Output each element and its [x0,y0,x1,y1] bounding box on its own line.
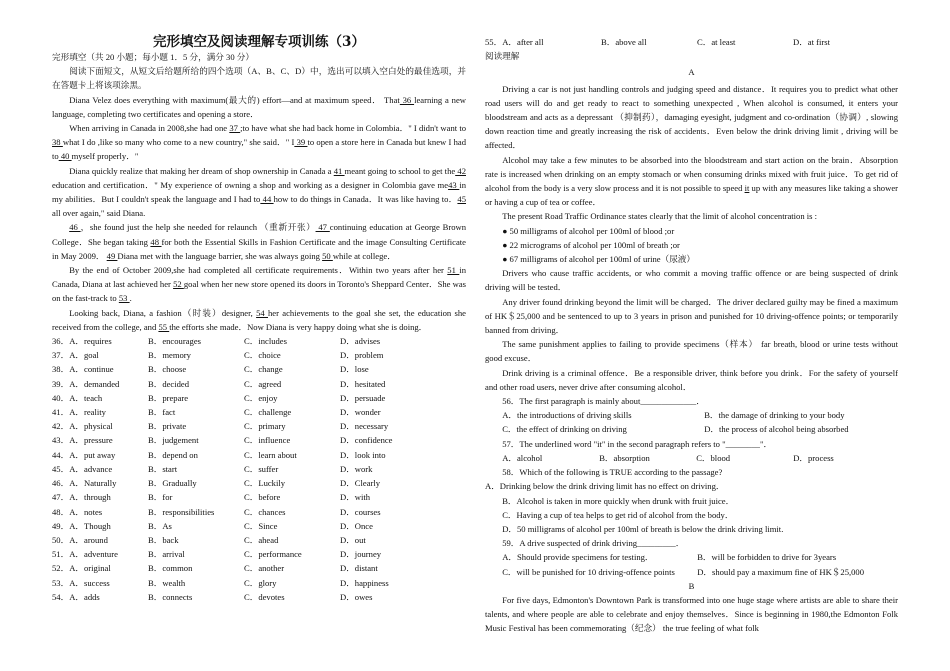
blank-46: 46 [69,222,81,233]
option-c: C．at least [697,37,736,47]
option-b: B．private [148,421,187,432]
option-a: 36．A．requires [52,336,112,347]
option-c: C．will be punished for 10 driving-offence points [502,566,675,577]
option-c: C．choice [244,350,281,361]
option-a: 49．A．Though [52,520,111,531]
option-a: 48．A．notes [52,506,103,517]
option-row [52,547,466,561]
blank-55: 55 [158,321,170,332]
option-b: B．memory [148,350,191,361]
option-row-55 [485,35,898,49]
option-b: B．prepare [148,392,189,403]
option-d: D．Once [340,520,373,531]
left-column [52,34,466,604]
passage-a-paragraph-6: The same punishment applies to failing to provide specimens（样本） far breath, blood or urine tests without good excuse． [485,339,898,364]
question-59-stem: 59．A drive suspected of drink driving_________． [502,538,685,549]
option-d: D．owes [340,591,373,602]
option-c: C．influence [244,435,291,446]
option-b: B．fact [148,407,176,418]
cloze-paragraph-2: When arriving in Canada in 2008,she had one 37 ;to have what she had back home in Colombia．" I didn't want to 38 what I do ,like so many who come to a new country," she said．" I 39 to open a store here in Canada but knew I had to 40 myself properly．" [52,123,467,162]
option-row [52,561,466,575]
option-row [52,476,466,490]
right-column [485,35,898,636]
option-a: 45．A．advance [52,463,113,474]
option-d: D．wonder [340,407,381,418]
question-57-options [485,451,898,465]
option-a: 51．A．adventure [52,549,118,560]
option-d: D．advises [340,336,381,347]
option-c: C．devotes [244,591,285,602]
option-b: B．back [148,534,179,545]
blank-51: 51 [447,265,460,276]
option-row [52,505,466,519]
option-d: D．with [340,492,371,503]
option-c: C．includes [244,336,287,347]
blank-45: 45 [457,194,467,205]
option-c: C．blood [696,452,731,463]
cloze-heading: 完形填空（共 20 小题；每小题 1．5 分，满分 30 分） [52,52,254,62]
passage-a-paragraph-2: Alcohol may take a few minutes to be absorbed into the bloodstream and start action on the brain．Absorption rate is increased when drinking on an empty stomach or when consuming drinks mixed with fruit juice．To get rid of alcohol from the body is a very slow process and it is not possible to speed it up with any measures like taking a shower or having a cup of tea or coffee． [485,154,898,208]
option-d: D．lose [340,364,369,375]
question-58-stem: 58．Which of the following is TRUE according to the passage? [502,467,723,478]
option-c: C．Luckily [244,478,286,489]
question-56-options [485,408,898,436]
cloze-paragraph-5: By the end of October 2009,she had completed all certificate requirements．Within two years after her 51 in Canada, Diana at last achieved her 52 goal when her new store opened its doors in Toronto's Sheppard Center．She was on the fast-track to 53 . [52,265,466,304]
option-b: B．depend on [148,449,198,460]
option-b: B．connects [148,591,193,602]
blank-53: 53 [118,293,130,304]
question-58-option-b: B．Alcohol is taken in more quickly when drunk with fruit juice． [502,495,735,506]
option-b: B．wealth [148,577,186,588]
blank-48: 48 [150,236,162,247]
option-row [52,405,466,419]
blank-36: 36 [399,94,415,105]
blank-37: 37 [229,123,241,134]
option-c: C．change [244,364,283,375]
option-b: B．arrival [148,549,185,560]
question-58-option-a: A．Drinking below the drink driving limit has no effect on driving． [485,481,725,492]
option-c: C．learn about [244,449,297,460]
blank-43: 43 [448,179,460,190]
question-56-stem: 56．The first paragraph is mainly about_____________． [502,396,705,407]
option-row [52,533,466,547]
option-row [52,419,466,433]
question-57-stem: 57．The underlined word "it" in the second paragraph refers to "________"． [502,438,773,449]
option-d: D．necessary [340,421,389,432]
option-b: B．above all [601,37,647,47]
passage-b-paragraph-1: For five days, Edmonton's Downtown Park is transformed into one huge stage where artists are able to share their talents, and where people are able to celebrate and enjoy themselves．Since is beginning in 1980,the Edmonton Folk Music Festival has been commemorating（纪念） the true feeling of what folk [485,594,898,634]
option-c: C．suffer [244,463,279,474]
option-a: 52．A．original [52,563,111,574]
blank-47: 47 [315,222,330,233]
option-a: A．the introductions of driving skills [502,410,632,421]
option-d: D．happiness [340,577,389,588]
cloze-options-list [52,334,466,604]
option-d: D．look into [340,449,386,460]
option-a: 37．A．goal [52,350,99,361]
option-b: B．absorption [599,452,650,463]
option-b: B．start [148,463,178,474]
option-c: C．enjoy [244,392,278,403]
passage-a-paragraph-1: Driving a car is not just handling controls and judging speed and distance．It requires you to predict what other road users will do and get ready to react to something unexpected , When alcohol is consumed, it enters your bloodstream and acts as a depressant （抑制药），damaging eyesight, judgment and co-ordination（协调）, slowing down reaction time and greatly increasing the risk of accidents．Even below the drink driving limit , driving will be affected． [485,83,898,151]
option-d: D．the process of alcohol being absorbed [704,424,849,435]
option-b: B．the damage of drinking to your body [704,410,845,421]
option-c: C．glory [244,577,277,588]
option-c: C．performance [244,549,302,560]
question-59-options-ab [485,550,898,564]
blank-54: 54 [256,307,268,318]
option-c: C．chances [244,506,286,517]
option-c: C．Since [244,520,278,531]
question-58-option-c: C．Having a cup of tea helps to get rid of alcohol from the body． [502,509,734,520]
passage-a-paragraph-4: Drivers who cause traffic accidents, or who commit a moving traffic offence or are being suspected of drink driving will be tested． [485,268,898,293]
limit-bullet: ● 67 milligrams of alcohol per 100ml of urine（尿液） [502,254,695,265]
option-d: D．work [340,463,373,474]
option-d: D．distant [340,563,378,574]
blank-52: 52 [173,279,184,290]
option-c: C．another [244,563,285,574]
option-c: C．before [244,492,281,503]
option-b: B．encourages [148,336,201,347]
cloze-paragraph-1: Diana Velez does everything with maximum(最大的) effort—and at maximum speed． That 36 learning a new language, completing two certificates and opening a store． [52,94,466,119]
passage-a-paragraph-7: Drink driving is a criminal offence．Be a responsible driver, think before you drink．For the safety of yourself and other road users, never drive after consuming alcohol． [485,367,898,392]
option-a: 42．A．physical [52,421,113,432]
cloze-instruction: 阅读下面短文，从短文后给题所给的四个选项（A、B、C、D）中，选出可以填入空白处的最佳选项，并在答题卡上将该项涂黑。 [52,66,466,91]
option-b: B．common [148,563,193,574]
option-row [52,334,466,348]
blank-40: 40 [58,151,72,162]
option-c: C．challenge [244,407,292,418]
option-a: 50．A．around [52,534,108,545]
passage-a-label: A [688,67,695,78]
blank-38: 38 [52,137,63,148]
limit-bullet: ● 22 micrograms of alcohol per 100ml of breath ;or [502,239,680,250]
option-d: D．persuade [340,392,386,403]
option-b: B．judgement [148,435,199,446]
option-d: D．process [793,452,834,463]
blank-50: 50 [322,250,333,261]
option-b: B．for [148,492,173,503]
option-row [52,448,466,462]
option-d: D．problem [340,350,384,361]
reading-heading: 阅读理解 [485,51,520,62]
option-b: B．Gradually [148,478,197,489]
page-title: 完形填空及阅读理解专项训练（3） [153,34,365,50]
blank-42: 42 [455,165,466,176]
question-58-option-d: D．50 milligrams of alcohol per 100ml of breath is below the drink driving limit. [502,523,784,534]
option-a: A．Should provide specimens for testing． [502,552,654,563]
option-d: D．confidence [340,435,393,446]
option-a: A．alcohol [502,452,543,463]
option-row [52,576,466,590]
option-a: 39．A．demanded [52,378,120,389]
option-row [52,462,466,476]
passage-a-paragraph-3: The present Road Traffic Ordinance states clearly that the limit of alcohol concentration is : [502,211,818,222]
option-b: B．responsibilities [148,506,215,517]
option-a: 40．A．teach [52,392,103,403]
option-c: C．agreed [244,378,282,389]
option-b: B．As [148,520,172,531]
option-d: D．journey [340,549,382,560]
option-row [52,348,466,362]
cloze-paragraph-3: Diana quickly realize that making her dream of shop ownership in Canada a 41 meant going to school to get the 42 education and certification．" My experience of owning a shop and working as a designer in Colombia gave me43 in my abilities．But I couldn't speak the language and I had to 44 how to do things in Canada．It was like having to．45 all over again," said Diana. [52,165,467,219]
blank-49: 49 [106,250,118,261]
option-b: B．will be forbidden to drive for 3years [697,552,837,563]
option-row [52,391,466,405]
option-a: 43．A．pressure [52,435,113,446]
option-a: 41．A．reality [52,407,106,418]
limit-bullet: ● 50 milligrams of alcohol per 100ml of blood ;or [502,225,675,236]
option-c: C．primary [244,421,286,432]
passage-b-label: B [688,580,695,591]
option-row [52,377,466,391]
cloze-paragraph-4: 46 ，she found just the help she needed for relaunch （重新开张） 47 continuing education at George Brown College．She began taking 48 for both the Essential Skills in Fashion Certificate and the image Consulting Certificate in May 2009． 49 Diana met with the language barrier, she was always going 50 while at college． [52,222,466,261]
option-row [52,519,466,533]
option-d: D．out [340,534,366,545]
option-d: D．hesitated [340,378,386,389]
option-row [52,433,466,447]
option-b: B．choose [148,364,187,375]
option-b: B．decided [148,378,190,389]
option-c: C．ahead [244,534,279,545]
blank-39: 39 [294,137,308,148]
option-d: D．at first [793,37,830,47]
option-a: 55．A．after all [485,37,544,47]
option-a: 54．A．adds [52,591,100,602]
option-row [52,590,466,604]
option-a: 46．A．Naturally [52,478,117,489]
question-59-options-cd [485,565,898,579]
option-d: D．Clearly [340,478,381,489]
option-a: 38．A．continue [52,364,114,375]
passage-a-paragraph-5: Any driver found drinking beyond the limit will be charged．The driver declared guilty may be fined a maximum of HK＄25,000 and be sentenced to up to 3 years in prison and punished for 10 driving-offence points; or temporarily banned from driving． [485,296,898,336]
option-row [52,490,466,504]
option-c: C．the effect of drinking on driving [502,424,627,435]
underlined-word-it: it [744,183,750,194]
blank-44: 44 [260,194,274,205]
option-a: 44．A．put away [52,449,116,460]
option-a: 47．A．through [52,492,111,503]
option-a: 53．A．success [52,577,110,588]
cloze-paragraph-6: Looking back, Diana, a fashion（时装）designer, 54 her achievements to the goal she set, the education she received from the college, and 55 the efforts she made．Now Diana is very happy doing what she is doing． [52,307,466,332]
option-d: D．courses [340,506,381,517]
option-d: D．should pay a maximum fine of HK＄25,000 [697,566,865,577]
blank-41: 41 [333,165,345,176]
option-row [52,362,466,376]
